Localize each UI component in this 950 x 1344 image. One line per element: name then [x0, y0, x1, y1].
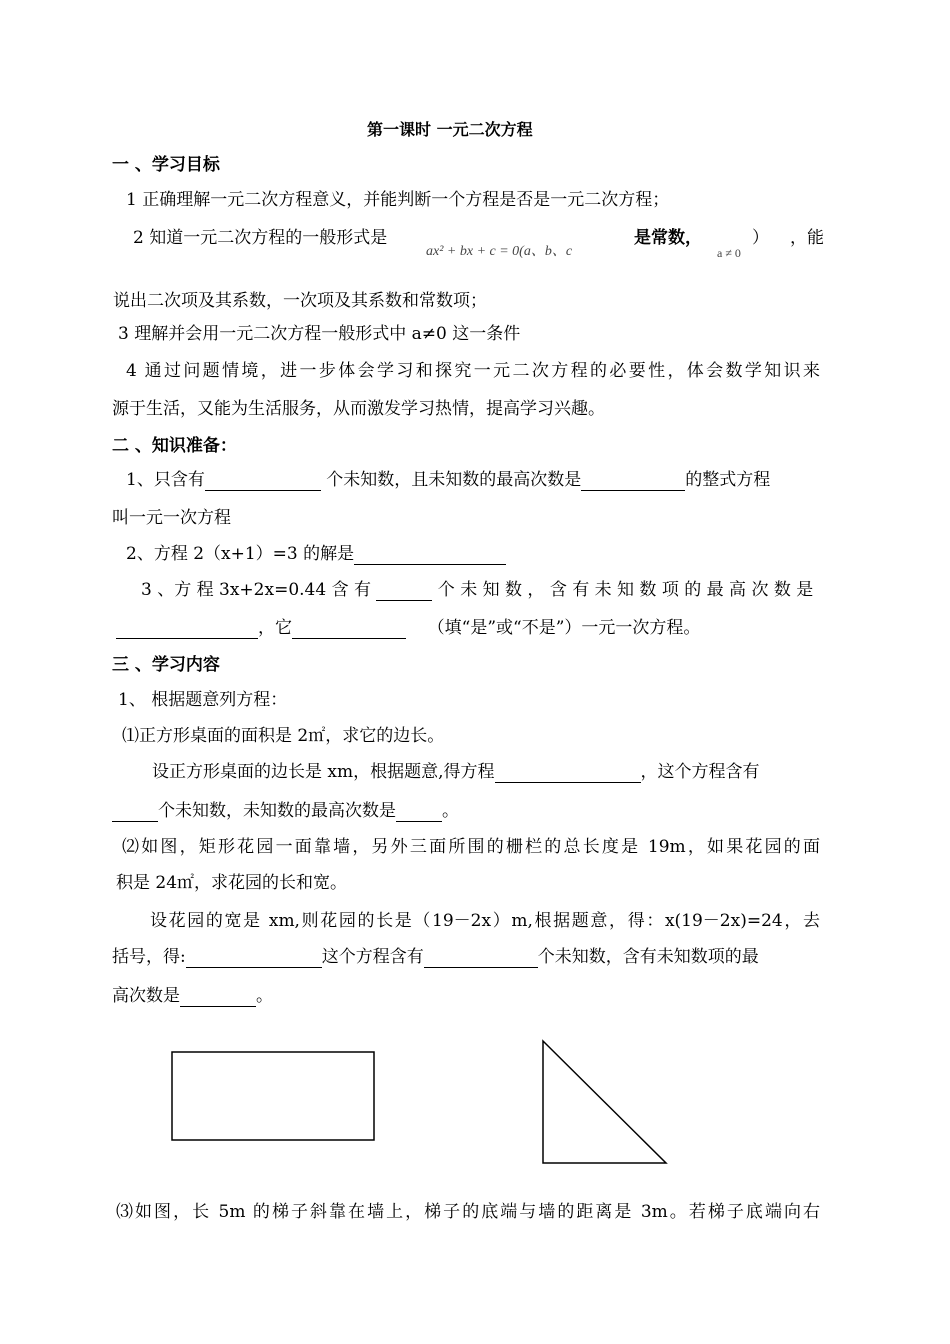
- prep-q3-line2: [116, 617, 700, 639]
- nonzero-condition: a ≠ 0: [717, 246, 741, 260]
- page-title: 第一课时 一元二次方程: [367, 120, 533, 139]
- problem-2-solution-d: 高次数是: [112, 986, 180, 1006]
- problem-1: ⑴正方形桌面的面积是 2㎡，求它的边长。: [122, 726, 445, 746]
- goal-item-2-const: 是常数，: [634, 228, 702, 248]
- section-heading-content: 三 、学习内容: [112, 655, 220, 675]
- goal-item-1: 1 正确理解一元二次方程意义，并能判断一个方程是否是一元二次方程；: [126, 190, 670, 210]
- prep-q2-text: 2、方程 2（x+1）=3 的解是: [126, 544, 355, 564]
- problem-2-solution-line1: 设花园的宽是 xm,则花园的长是（19－2x）m,根据题意，得：x(19－2x)=24，去: [150, 911, 820, 931]
- prep-q1-b: 个未知数，且未知数的最高次数是: [326, 470, 582, 490]
- problem-2-line2: 积是 24㎡，求花园的长和宽。: [116, 873, 348, 893]
- prep-q3-a: 3 、方 程 3x+2x=0.44 含 有: [141, 580, 371, 600]
- goal-item-2-prefix: 2 知道一元二次方程的一般形式是: [133, 228, 388, 248]
- garden-rectangle: [172, 1052, 374, 1140]
- problem-2-solution-a: 括号，得:: [112, 947, 186, 967]
- problem-2-solution-b: 这个方程含有: [321, 947, 424, 967]
- prep-q1-a: 1、只含有: [126, 470, 205, 490]
- answer-blank-9[interactable]: [396, 803, 442, 822]
- prep-q3-c: ，它: [258, 618, 292, 638]
- answer-blank-5[interactable]: [116, 620, 258, 639]
- prep-q2: [126, 543, 506, 565]
- prep-q3-d: （填“是”或“不是”）一元一次方程。: [427, 618, 701, 638]
- problem-1-solution-a: 设正方形桌面的边长是 xm，根据题意,得方程: [152, 762, 495, 782]
- prep-q1-c: 的整式方程: [685, 470, 771, 490]
- rectangle-garden-figure: [170, 1050, 376, 1142]
- answer-blank-6[interactable]: [292, 620, 406, 639]
- problem-2-solution-line3: [112, 985, 273, 1007]
- goal-item-2-tail: ，能: [790, 228, 824, 248]
- answer-blank-7[interactable]: [495, 764, 641, 783]
- problem-2-line1: ⑵如图，矩形花园一面靠墙，另外三面所围的栅栏的总长度是 19m，如果花园的面: [122, 837, 820, 857]
- problem-1-solution-b: ，这个方程含有: [640, 762, 760, 782]
- goal-item-2-cont: 说出二次项及其系数，一次项及其系数和常数项；: [113, 291, 487, 311]
- prep-q3: [141, 579, 813, 601]
- problem-1-solution-line2: [112, 800, 459, 822]
- answer-blank-2[interactable]: [581, 472, 685, 491]
- prep-q1: [126, 469, 770, 491]
- answer-blank-8[interactable]: [112, 803, 158, 822]
- problem-2-solution-c: 个未知数，含有未知数项的最: [537, 947, 759, 967]
- problem-2-solution-e: 。: [256, 986, 273, 1006]
- problem-3-line1: ⑶如图，长 5m 的梯子斜靠在墙上，梯子的底端与墙的距离是 3m。若梯子底端向右: [116, 1202, 820, 1222]
- answer-blank-4[interactable]: [376, 582, 432, 601]
- section-heading-prep: 二 、知识准备：: [112, 436, 237, 456]
- goal-item-4-line1: 4 通过问题情境，进一步体会学习和探究一元二次方程的必要性，体会数学知识来: [126, 361, 820, 381]
- answer-blank-3[interactable]: [354, 546, 506, 565]
- prep-q3-b: 个 未 知 数 ， 含 有 未 知 数 项 的 最 高 次 数 是: [437, 580, 814, 600]
- ladder-triangle: [543, 1041, 666, 1163]
- prep-q1-line2: 叫一元一次方程: [112, 508, 231, 528]
- answer-blank-1[interactable]: [205, 472, 321, 491]
- problem-1-solution-d: 。: [442, 801, 459, 821]
- section-heading-goals: 一 、学习目标: [112, 155, 220, 175]
- answer-blank-11[interactable]: [424, 949, 538, 968]
- goal-item-2-close: ）: [752, 228, 769, 248]
- content-item-1: 1、 根据题意列方程：: [118, 690, 288, 710]
- problem-2-solution-line2: [112, 946, 759, 968]
- general-form-formula: ax² + bx + c = 0(a、b、c: [426, 244, 573, 259]
- goal-item-2: [133, 227, 387, 249]
- problem-1-solution: [152, 761, 760, 783]
- answer-blank-12[interactable]: [180, 988, 256, 1007]
- problem-1-solution-c: 个未知数，未知数的最高次数是: [158, 801, 396, 821]
- goal-item-4-line2: 源于生活，又能为生活服务，从而激发学习热情，提高学习兴趣。: [112, 399, 605, 419]
- answer-blank-10[interactable]: [186, 949, 322, 968]
- goal-item-3: 3 理解并会用一元二次方程一般形式中 a≠0 这一条件: [118, 324, 521, 344]
- ladder-triangle-figure: [540, 1038, 670, 1166]
